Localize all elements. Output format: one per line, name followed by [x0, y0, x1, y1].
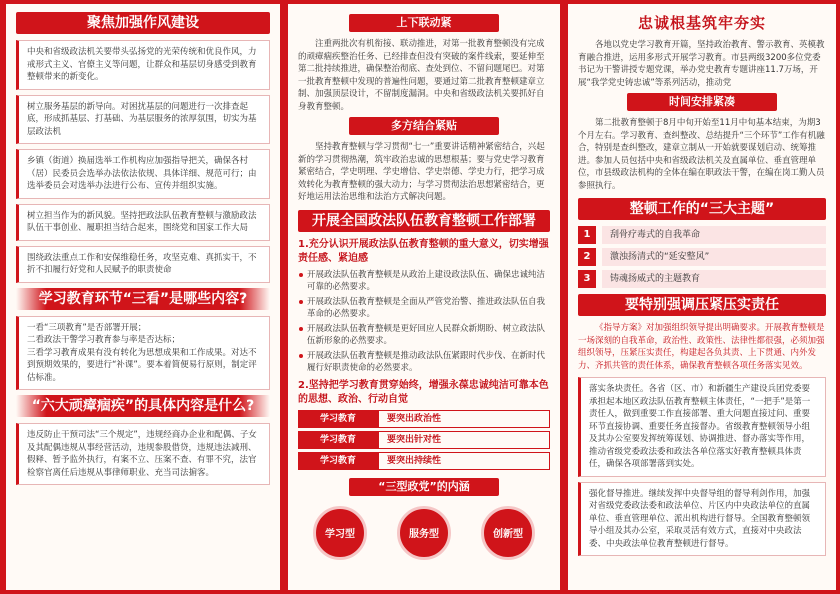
theme-row-3	[578, 270, 826, 288]
section-six-ills-title: “六大顽瘴痼疾”的具体内容是什么?	[16, 395, 270, 417]
study-row-2	[298, 431, 550, 449]
bullet-item: 开展政法队伍教育整顿是全面从严管党治警、推进政法队伍自我革命的必然要求。	[298, 296, 550, 321]
study-row-3	[298, 452, 550, 470]
theme-text: 铸魂扬威式的主题教育	[602, 270, 826, 288]
bullet-item: 开展政法队伍教育整顿是更好回应人民群众新期盼、树立政法队伍新形象的必然要求。	[298, 323, 550, 348]
study-row-1	[298, 410, 550, 428]
three-themes-title: 整顿工作的“三大主题”	[578, 198, 826, 220]
tag-duofang: 多方结合紧贴	[349, 117, 499, 135]
tag-schedule: 时间安排紧凑	[627, 93, 777, 111]
middle-panel	[288, 4, 560, 590]
panel3-title: 忠诚根基筑牢夯实	[637, 14, 766, 32]
theme-number: 2	[578, 248, 596, 266]
theme-number: 1	[578, 226, 596, 244]
study-tag: 学习教育	[298, 431, 378, 449]
panel1-box-4: 树立担当作为的新风貌。坚持把政法队伍教育整顿与激励政法队伍干事创业、履职担当结合起来，围绕党和国家工作大局	[16, 204, 270, 241]
tag-three-party: “三型政党”的内涵	[349, 478, 499, 496]
study-tag: 学习教育	[298, 410, 378, 428]
theme-row-2	[578, 248, 826, 266]
theme-row-1	[578, 226, 826, 244]
responsibility-title: 要特别强调压紧压实责任	[578, 294, 826, 316]
panel1-box-1: 中央和省级政法机关要带头弘扬党的光荣传统和优良作风，力戒形式主义、官僚主义等问题，让群众和基层切身感受到教育整顿带来的新变化。	[16, 40, 270, 90]
panel1-box-5: 围绕政法重点工作和安保维稳任务，攻坚克难、真抓实干，不折不扣履行好党和人民赋予的职责使命	[16, 246, 270, 283]
san-kan-text: 一看“三项教育”是否部署开展； 二看政法干警学习教育参与率是否达标； 三看学习教育成果有没有转化为思想成果和工作成果。对达不到预期效果的，要进行“补课”。要本着简便易行原则，制定评估标准。	[16, 316, 270, 391]
bullet-list	[298, 269, 550, 375]
panel1-box-3: 乡镇（街道）换届选举工作机构应加强指导把关，确保各村（居）民委员会选举办法依法依规、具体详细、规范可行；由选举委员会对选举办法进行公布、宣传并组织实施。	[16, 149, 270, 199]
study-value: 要突出持续性	[378, 452, 550, 470]
study-value: 要突出政治性	[378, 410, 550, 428]
six-ills-text: 违反防止干预司法“三个规定”，违规经商办企业和配偶、子女及其配偶违规从事经营活动，违规参股借贷，违规违法减刑、假释、暂予监外执行，有案不立、压案不查、有罪不究，法官检察官离任后违规从事律师职业、充当司法掮客。	[16, 423, 270, 485]
panel3-box-2: 强化督导推进。继续发挥中央督导组的督导利剑作用，加强对省级党委政法委和政法单位、片区内中央政法单位的直属单位、垂直管理单位、派出机构进行督导。全国教育整顿领导小组及其办公室，采取灵活有效方式，直接对中央政法委、中央政法单位教育整顿进行督导。	[578, 482, 826, 557]
panel3-text-3: 《指导方案》对加强组织领导提出明确要求。开展教育整顿是一场深刻的自我革命，政治性、政策性、法律性都很强，必须加强组织领导，压紧压实责任，构建起各负其责、上下贯通、内外发力、齐抓共管的责任体系，确保教育整顿各项任务落实见效。	[578, 323, 825, 371]
panel3-text-2: 第二批教育整顿于8月中旬开始至11月中旬基本结束，为期3个月左右。学习教育、查纠整改、总结提升“三个环节”工作有机融合，特别是查纠整改，建章立制从一开始就要谋划启动、统筹推进。参加人员包括中央和省级政法机关及直属单位、垂直管理单位，市县级政法机构的全体在编在职政法干警，在编在岗工勤人员参照执行。	[578, 118, 825, 191]
bullet-item: 开展政法队伍教育整顿是推动政法队伍紧跟时代步伐、在新时代履行好职责使命的必然要求。	[298, 350, 550, 375]
right-panel	[568, 4, 836, 590]
panel1-title: 聚焦加强作风建设	[16, 12, 270, 34]
three-type-circles	[298, 506, 550, 560]
text-duofang: 坚持教育整顿与学习贯彻“七一”重要讲话精神紧密结合，兴起新的学习贯彻热潮，筑牢政治忠诚的思想根基；要与党史学习教育紧密结合，学史明理、学史增信、学史崇德、学史力行，把学习成效转化为教育整顿的强大动力；与学习贯彻法治思想紧密结合，更好地运用法治思维和法治方式解决问题。	[298, 142, 545, 202]
heading-2: 2.坚持把学习教育贯穿始终，增强永葆忠诚纯洁可靠本色的思想、政治、行动自觉	[298, 379, 549, 405]
theme-text: 刮骨疗毒式的自我革命	[602, 226, 826, 244]
theme-text: 激浊扬清式的“延安整风”	[602, 248, 826, 266]
left-panel	[6, 4, 280, 590]
panel3-box-1: 落实条块责任。各省（区、市）和新疆生产建设兵团党委要承担起本地区政法队伍教育整顿主体责任，“一把手”是第一责任人，做到重要工作直接部署、重大问题直接过问、重要环节直接协调、重要任务直接督办。省级教育整顿领导小组及其办公室要发挥统筹谋划、协调推进、督办落实等作用，推动省级党委政法委和政法各单位落实好教育整顿具体责任，确保各项部署落到实处。	[578, 377, 826, 477]
tag-shangxia: 上下联动紧	[349, 14, 499, 32]
panel1-box-2: 树立服务基层的新导向。对困扰基层的问题进行一次排查起底，形成抓基层、打基础、为基层服务的浓厚氛围，切实为基层政法机	[16, 95, 270, 145]
circle-learning: 学习型	[313, 506, 367, 560]
heading-1: 1.充分认识开展政法队伍教育整顿的重大意义，切实增强责任感、紧迫感	[298, 238, 549, 264]
panel3-text-1: 各地以党史学习教育开篇，坚持政治教育、警示教育、英模教育融合推进，运用多形式开展学习教育。市县两级3200多位党委书记为干警讲授专题党课，举办党史教育专题讲座11.7万场，开展“我学党史铸忠诚”等系列活动，推动党	[578, 40, 825, 88]
text-shangxia: 注重两批次有机衔接、联动推进，对第一批教育整顿没有完成的顽瘴痼疾整治任务、已经排查但没有突破的案件线索，要延伸至第二批持续推进，确保整治彻底、查处到位、不留问题尾巴。对第一批教育整顿中发现的普遍性问题，要通过第二批教育整顿建章立制、加强顶层设计，不留制度漏洞。中央和省级政法机关要抓好自身教育整顿。	[298, 39, 545, 112]
circle-innovation: 创新型	[481, 506, 535, 560]
study-tag: 学习教育	[298, 452, 378, 470]
section-san-kan-title: 学习教育环节“三看”是哪些内容?	[16, 288, 270, 310]
main-deployment-title: 开展全国政法队伍教育整顿工作部署	[298, 210, 550, 232]
circle-service: 服务型	[397, 506, 451, 560]
bullet-item: 开展政法队伍教育整顿是从政治上建设政法队伍、确保忠诚纯洁可靠的必然要求。	[298, 269, 550, 294]
theme-number: 3	[578, 270, 596, 288]
study-value: 要突出针对性	[378, 431, 550, 449]
